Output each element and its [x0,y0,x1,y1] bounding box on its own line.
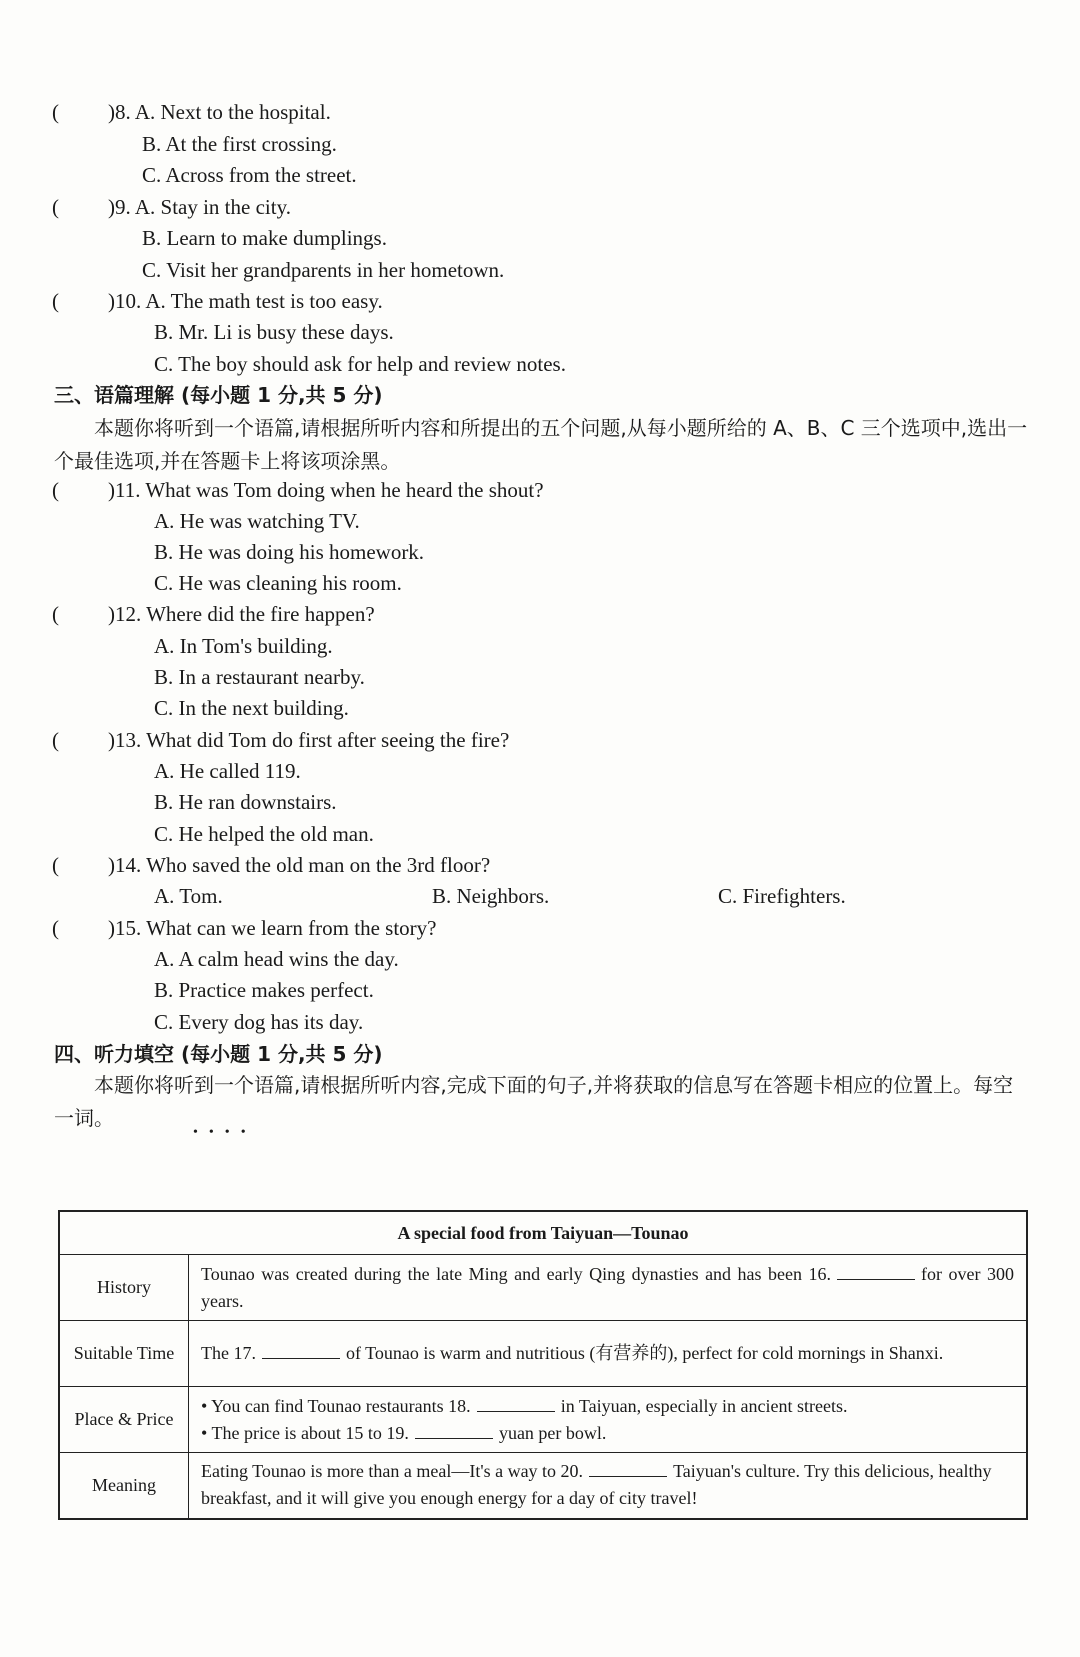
question-10-option-a: )10. A. The math test is too easy. [108,289,383,313]
question-11-option-c: C. He was cleaning his room. [154,571,402,595]
section-3-instruction: 本题你将听到一个语篇,请根据所听内容和所提出的五个问题,从每小题所给的 A、B、C 三个选项中,选出一个最佳选项,并在答题卡上将该项涂黑。 [54,416,1028,473]
question-13-option-a: A. He called 119. [154,759,301,783]
question-12-option-a: A. In Tom's building. [154,634,333,658]
answer-paren: ( [52,853,59,877]
blank-19 [415,1420,493,1439]
blank-17 [262,1340,340,1359]
table-row [59,1387,1027,1453]
blank-16 [837,1261,915,1280]
question-8-option-a: )8. A. Next to the hospital. [108,100,331,124]
question-14-option-b: B. Neighbors. [432,884,550,908]
question-13-option-b: B. He ran downstairs. [154,790,337,814]
table-row [59,1453,1027,1519]
answer-paren: ( [52,916,59,940]
question-14-option-c: C. Firefighters. [718,884,846,908]
question-13-option-c: C. He helped the old man. [154,822,374,846]
question-11-option-a: A. He was watching TV. [154,509,360,533]
question-9-option-a: )9. A. Stay in the city. [108,195,291,219]
emphasis-dots: •••• [193,1125,257,1140]
question-8-option-c: C. Across from the street. [142,163,357,187]
question-8-option-b: B. At the first crossing. [142,132,337,156]
question-12-option-b: B. In a restaurant nearby. [154,665,365,689]
section-4-title: 四、听力填空 (每小题 1 分,共 5 分) [54,1042,383,1066]
row-content-meaning: Eating Tounao is more than a meal—It's a way to 20. Taiyuan's culture. Try this delicious, healthy breakfast, and it will give you enough energy for a day of city travel! [189,1453,1028,1519]
row-label-history: History [59,1255,189,1321]
question-10-option-b: B. Mr. Li is busy these days. [154,320,394,344]
table-row [59,1321,1027,1387]
table-row [59,1255,1027,1321]
question-15-option-b: B. Practice makes perfect. [154,978,374,1002]
table-row [59,1211,1027,1255]
answer-paren: ( [52,195,59,219]
row-content-history: Tounao was created during the late Ming and early Qing dynasties and has been 16. for over 300 years. [189,1255,1028,1321]
tounao-table [58,1210,1028,1520]
question-15-option-c: C. Every dog has its day. [154,1010,364,1034]
answer-paren: ( [52,602,59,626]
question-14-stem: )14. Who saved the old man on the 3rd floor? [108,853,491,877]
question-15-option-a: A. A calm head wins the day. [154,947,399,971]
question-12-option-c: C. In the next building. [154,696,349,720]
blank-20 [589,1458,667,1477]
question-15-stem: )15. What can we learn from the story? [108,916,437,940]
answer-paren: ( [52,289,59,313]
answer-paren: ( [52,100,59,124]
answer-paren: ( [52,478,59,502]
question-9-option-c: C. Visit her grandparents in her hometown. [142,258,505,282]
blank-18 [477,1393,555,1412]
question-13-stem: )13. What did Tom do first after seeing the fire? [108,728,510,752]
question-14-option-a: A. Tom. [154,884,223,908]
question-10-option-c: C. The boy should ask for help and review notes. [154,352,566,376]
question-9-option-b: B. Learn to make dumplings. [142,226,387,250]
table-heading: A special food from Taiyuan—Tounao [59,1211,1027,1255]
question-11-option-b: B. He was doing his homework. [154,540,425,564]
section-4-instruction: 本题你将听到一个语篇,请根据所听内容,完成下面的句子,并将获取的信息写在答题卡相应的位置上。每空一词。 [54,1073,1014,1130]
answer-paren: ( [52,728,59,752]
row-content-place-price: • You can find Tounao restaurants 18. in Taiyuan, especially in ancient streets. • The price is about 15 to 19. yuan per bowl. [189,1387,1028,1453]
row-label-place-price: Place & Price [59,1387,189,1453]
row-label-suitable-time: Suitable Time [59,1321,189,1387]
row-content-suitable-time: The 17. of Tounao is warm and nutritious (有营养的), perfect for cold mornings in Shanxi. [189,1321,1028,1387]
section-3-title: 三、语篇理解 (每小题 1 分,共 5 分) [54,383,383,407]
question-12-stem: )12. Where did the fire happen? [108,602,375,626]
question-11-stem: )11. What was Tom doing when he heard the shout? [108,478,544,502]
row-label-meaning: Meaning [59,1453,189,1519]
